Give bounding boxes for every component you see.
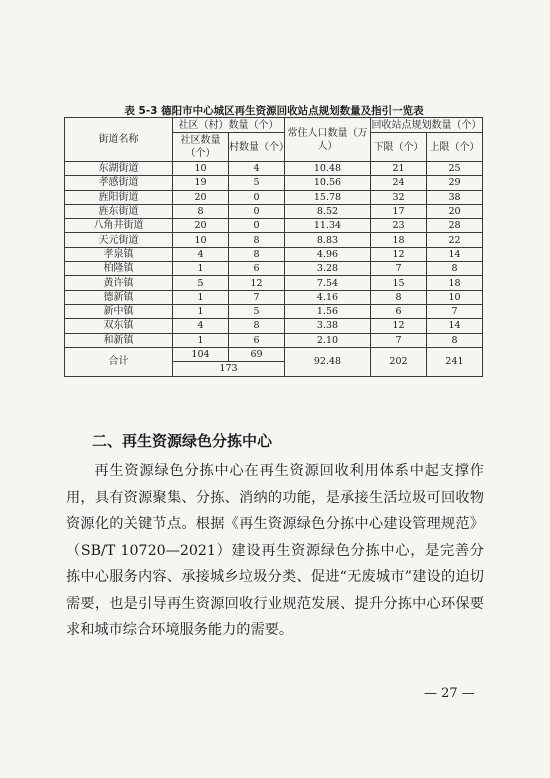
cell-community: 1 [173, 304, 229, 318]
cell-village: 0 [229, 219, 285, 233]
table-body [65, 162, 483, 377]
header-upper: 上限（个） [427, 133, 483, 162]
table-row [65, 219, 483, 233]
cell-village: 0 [229, 190, 285, 204]
cell-street-name: 孝泉镇 [65, 247, 173, 261]
cell-upper: 20 [427, 204, 483, 218]
cell-village: 6 [229, 333, 285, 347]
cell-community: 10 [173, 233, 229, 247]
cell-lower: 12 [371, 247, 427, 261]
cell-community: 8 [173, 204, 229, 218]
cell-upper: 29 [427, 176, 483, 190]
cell-lower: 32 [371, 190, 427, 204]
cell-community: 10 [173, 162, 229, 176]
cell-lower: 8 [371, 290, 427, 304]
table-row [65, 233, 483, 247]
cell-population: 7.54 [285, 276, 371, 290]
cell-community: 4 [173, 319, 229, 333]
cell-upper: 10 [427, 290, 483, 304]
cell-community: 5 [173, 276, 229, 290]
cell-population: 15.78 [285, 190, 371, 204]
table-row [65, 262, 483, 276]
cell-population: 8.52 [285, 204, 371, 218]
cell-community: 20 [173, 190, 229, 204]
cell-population: 10.56 [285, 176, 371, 190]
total-population: 92.48 [285, 347, 371, 376]
cell-community: 1 [173, 290, 229, 304]
table-row [65, 176, 483, 190]
header-village-count: 村数量（个） [229, 133, 285, 162]
cell-lower: 7 [371, 333, 427, 347]
cell-community: 1 [173, 333, 229, 347]
table-row [65, 319, 483, 333]
cell-lower: 7 [371, 262, 427, 276]
cell-lower: 12 [371, 319, 427, 333]
cell-street-name: 德新镇 [65, 290, 173, 304]
cell-village: 8 [229, 319, 285, 333]
cell-population: 3.28 [285, 262, 371, 276]
table-row [65, 333, 483, 347]
cell-population: 10.48 [285, 162, 371, 176]
total-sum: 173 [219, 363, 238, 375]
cell-upper: 14 [427, 247, 483, 261]
cell-street-name: 新中镇 [65, 304, 173, 318]
cell-village: 5 [229, 176, 285, 190]
header-community-count: 社区数量（个） [173, 133, 229, 162]
cell-population: 4.96 [285, 247, 371, 261]
cell-population: 3.38 [285, 319, 371, 333]
total-community-village [173, 347, 285, 376]
table-row [65, 162, 483, 176]
total-split [173, 348, 284, 362]
cell-village: 6 [229, 262, 285, 276]
table-caption: 表 5-3 德阳市中心城区再生资源回收站点规划数量及指引一览表 [124, 105, 424, 117]
cell-upper: 28 [427, 219, 483, 233]
cell-community: 19 [173, 176, 229, 190]
cell-upper: 22 [427, 233, 483, 247]
cell-lower: 21 [371, 162, 427, 176]
total-label: 合计 [65, 347, 173, 376]
cell-village: 0 [229, 204, 285, 218]
cell-lower: 6 [371, 304, 427, 318]
recycling-station-table [64, 117, 483, 377]
cell-street-name: 东湖街道 [65, 162, 173, 176]
header-community-village-group: 社区（村）数量（个） [173, 118, 285, 133]
cell-community: 1 [173, 262, 229, 276]
cell-lower: 17 [371, 204, 427, 218]
cell-upper: 14 [427, 319, 483, 333]
total-upper: 241 [427, 347, 483, 376]
cell-community: 20 [173, 219, 229, 233]
cell-street-name: 孝感街道 [65, 176, 173, 190]
header-station-group: 回收站点规划数量（个） [371, 119, 482, 131]
total-lower: 202 [371, 347, 427, 376]
total-community: 104 [173, 348, 229, 361]
table-row [65, 290, 483, 304]
cell-population: 1.56 [285, 304, 371, 318]
cell-lower: 24 [371, 176, 427, 190]
total-village: 69 [250, 349, 263, 361]
cell-street-name: 旌阳街道 [65, 190, 173, 204]
header-lower: 下限（个） [371, 133, 427, 162]
table-row [65, 190, 483, 204]
cell-population: 2.10 [285, 333, 371, 347]
cell-village: 8 [229, 233, 285, 247]
cell-community: 4 [173, 247, 229, 261]
cell-lower: 15 [371, 276, 427, 290]
cell-village: 8 [229, 247, 285, 261]
cell-street-name: 黄许镇 [65, 276, 173, 290]
section-heading: 二、再生资源绿色分拣中心 [92, 432, 273, 450]
table-row [65, 304, 483, 318]
cell-upper: 8 [427, 333, 483, 347]
cell-street-name: 旌东街道 [65, 204, 173, 218]
page-number: — 27 — [424, 686, 475, 701]
cell-upper: 25 [427, 162, 483, 176]
cell-lower: 23 [371, 219, 427, 233]
total-row [65, 347, 483, 376]
cell-population: 11.34 [285, 219, 371, 233]
cell-upper: 38 [427, 190, 483, 204]
header-street-name: 街道名称 [65, 118, 173, 162]
table-row [65, 204, 483, 218]
cell-upper: 7 [427, 304, 483, 318]
cell-village: 4 [229, 162, 285, 176]
header-population: 常住人口数量（万人） [285, 118, 371, 162]
cell-population: 8.83 [285, 233, 371, 247]
cell-street-name: 柏隆镇 [65, 262, 173, 276]
cell-upper: 18 [427, 276, 483, 290]
cell-lower: 18 [371, 233, 427, 247]
cell-street-name: 双东镇 [65, 319, 173, 333]
header-row-1 [65, 118, 483, 133]
cell-street-name: 天元街道 [65, 233, 173, 247]
cell-street-name: 和新镇 [65, 333, 173, 347]
cell-village: 7 [229, 290, 285, 304]
table-row [65, 276, 483, 290]
cell-population: 4.16 [285, 290, 371, 304]
table-row [65, 247, 483, 261]
cell-village: 12 [229, 276, 285, 290]
section-paragraph: 再生资源绿色分拣中心在再生资源回收利用体系中起支撑作用，具有资源聚集、分拣、消纳的功能，是承接生活垃圾可回收物资源化的关键节点。根据《再生资源绿色分拣中心建设管理规范》（SB/T 10720—2021）建设再生资源绿色分拣中心，是完善分拣中心服务内容、承接城乡垃圾分类、促进“无废城市”建设的迫切需要，也是引导再生资源回收行业规范发展、提升分拣中心环保要求和城市综合环境服务能力的需要。 [66, 463, 484, 638]
cell-upper: 8 [427, 262, 483, 276]
cell-street-name: 八角井街道 [65, 219, 173, 233]
cell-village: 5 [229, 304, 285, 318]
